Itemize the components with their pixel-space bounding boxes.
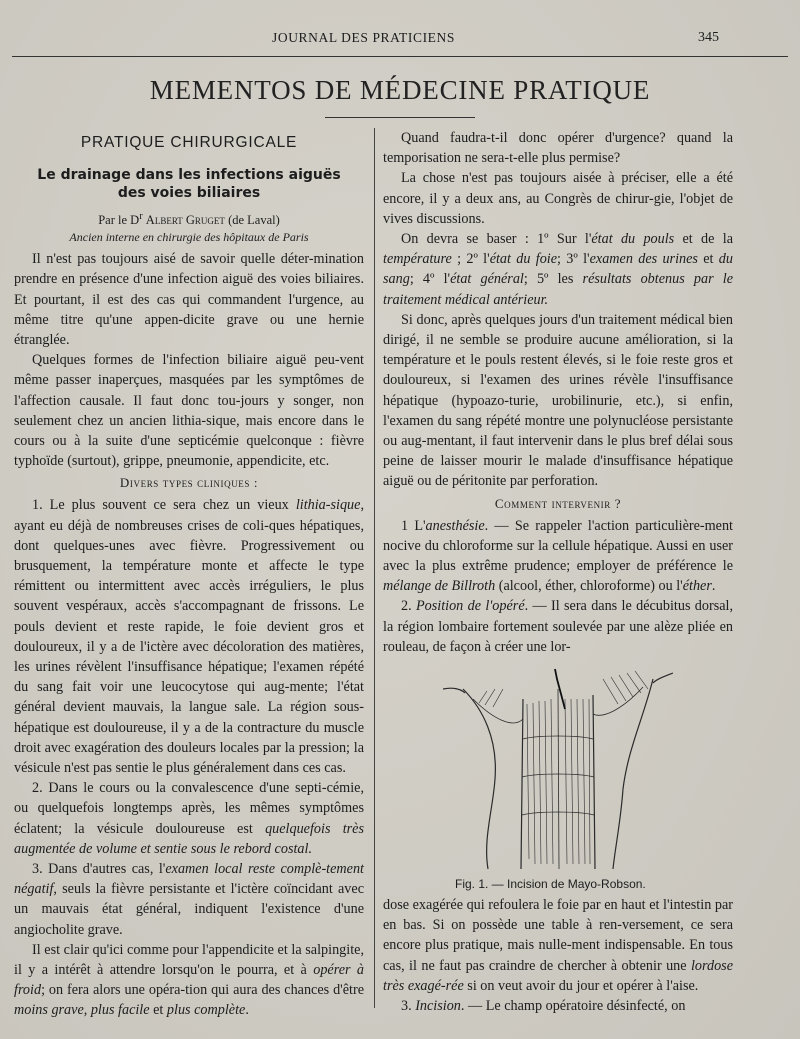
running-title: JOURNAL DES PRATICIENS bbox=[272, 30, 455, 45]
running-head bbox=[0, 30, 800, 50]
author-name: Albert Gruget bbox=[145, 213, 225, 228]
author-prefix-sup: r bbox=[139, 211, 143, 222]
article-title-line-1: Le drainage dans les infections aiguës bbox=[37, 167, 341, 183]
page-number: 345 bbox=[698, 30, 719, 45]
paragraph-position: 2. Position de l'opéré. — Il sera dans le décubitus dorsal, la région lombaire fortement soulevée par une alèze pliée en rouleau, de façon à créer une lor- bbox=[383, 598, 734, 655]
article-title-line-2: des voies biliaires bbox=[117, 185, 261, 201]
paragraph-incision: 3. Incision. — Le champ opératoire désinfecté, on bbox=[401, 998, 686, 1015]
paragraph-congress: La chose n'est pas toujours aisée à préciser, elle a été encore, il y a deux ans, au Congrès de chirur-gie, l'objet de vives discussions. bbox=[383, 170, 733, 227]
author-affiliation: Ancien interne en chirurgie des hôpitaux de Paris bbox=[69, 230, 309, 245]
title-rule bbox=[325, 117, 475, 118]
author-place: (de Laval) bbox=[228, 213, 280, 228]
author-line bbox=[14, 208, 364, 229]
article-title bbox=[14, 166, 364, 202]
figure-caption: Fig. 1. — Incision de Mayo-Robson. bbox=[455, 877, 646, 892]
left-column bbox=[14, 132, 364, 1021]
subheading-clinical-types: Divers types cliniques : bbox=[119, 475, 259, 491]
column-divider bbox=[374, 128, 375, 1008]
paragraph-conclusion: Il est clair qu'ici comme pour l'appendicite et la salpingite, il y a intérêt à attendre lorsqu'on le pourra, et à opérer à froid; on fera alors une opéra-tion qui aura des chances d'être moins grave, plus facile et plus complète. bbox=[14, 941, 364, 1019]
paragraph-type-2: 2. Dans le cours ou la convalescence d'une septi-cémie, ou quelquefois longtemps après, les mêmes symptômes éclatent; la vésicule douloureuse est quelquefois très augmentée de volume et sentie sous le rebord costal. bbox=[14, 780, 364, 857]
paragraph-lordosis: dose exagérée qui refoulera le foie par en haut et l'intestin par en bas. Si on possède une table à ren-versement, ce sera encore plus pratique, mais nulle-ment indispensable. En tous cas, il ne faut pas craindre de chercher à obtenir une lordose très exagé-rée si on veut avoir du jour et opérer à l'aise. bbox=[383, 897, 733, 994]
paragraph-criteria: On devra se baser : 1º Sur l'état du pouls et de la température ; 2º l'état du foie; 3º l'examen des urines et du sang; 4º l'état général; 5º les résultats obtenus par le traitement médical antérieur. bbox=[383, 231, 733, 308]
subheading-how-intervene: Comment intervenir ? bbox=[494, 495, 622, 511]
paragraph-forms: Quelques formes de l'infection biliaire aiguë peu-vent même passer inaperçues, masquées par les symptômes de l'affection causale. Il faut donc tou-jours y songer, non seulement chez un ancien lithia-sique, mais encore dans le cours ou à la suite d'une septicémie quelconque : fièvre typhoïde (surtout), grippe, pneumonie, appendicite, etc. bbox=[14, 352, 364, 470]
paragraph-intro: Il n'est pas toujours aisé de savoir quelle déter-mination prendre en présence d'une infection aiguë des voies biliaires. Et pourtant, il est des cas qui commandent l'urgence, au même titre qu'une appen-dicite grave ou une hernie étranglée. bbox=[14, 251, 364, 348]
header-rule bbox=[12, 56, 788, 57]
figure-incision bbox=[383, 659, 733, 895]
paragraph-anesthesia: 1 L'anesthésie. — Se rappeler l'action particulière-ment nocive du chloroforme sur la cellule hépatique. Aussi en user avec la plus extrême prudence; employer de préférence le mélange de Billroth (alcool, éther, chloroforme) ou l'éther. bbox=[383, 517, 733, 595]
page-title: MEMENTOS DE MÉDECINE PRATIQUE bbox=[149, 75, 651, 105]
author-prefix: Par le D bbox=[98, 213, 140, 228]
paragraph-intervene: Si donc, après quelques jours d'un traitement médical bien dirigé, il ne semble se produire aucune amélioration, si la température et le pouls restent élevés, si le foie reste gros et douloureux, si l'examen des urines révèle l'insuffisance hépatique (hypoazo-turie, urobilinurie, etc.), si enfin, l'examen du sang répété montre une polynucléose persistante ou aug-mentant, il faut intervenir dans le plus bref délai sous peine de laisser mourir le malade d'insuffisance hépatique aiguë ou de péritonite par perforation. bbox=[383, 311, 733, 490]
right-column bbox=[383, 128, 733, 1016]
paragraph-type-3: 3. Dans d'autres cas, l'examen local reste complè-tement négatif, seuls la fièvre persistante et l'ictère coïncidant avec un mauvais état général, indiquent l'existence d'une angiocholite grave. bbox=[14, 861, 364, 938]
torso-illustration bbox=[443, 659, 673, 873]
paragraph-type-1: 1. Le plus souvent ce sera chez un vieux lithia-sique, ayant eu déjà de nombreuses crises de coli-ques hépatiques, dont quelques-unes avec fièvre. Progressivement ou brusquement, la température monte et affecte le type rémittent ou intermittent avec accès irréguliers, le plus souvent vespéraux, accès s'accompagnant de frissons. Le pouls devient et reste rapide, le foie devient gros et douloureux, il y a de l'ictère avec décoloration des matières, les urines révèlent l'insuffisance hépatique; l'examen répété du sang fait voir une leucocytose qui aug-mente; l'état général devient mauvais, la langue sale. La région sous-hépatique est douloureuse, il y a de la contracture du muscle droit avec exagération des douleurs locales par la pression; la vésicule n'est pas sentie le plus généralement dans ces cas. bbox=[14, 497, 364, 777]
section-heading: PRATIQUE CHIRURGICALE bbox=[80, 134, 298, 151]
paragraph-when-operate: Quand faudra-t-il donc opérer d'urgence? quand la temporisation ne sera-t-elle plus permise? bbox=[383, 130, 733, 167]
